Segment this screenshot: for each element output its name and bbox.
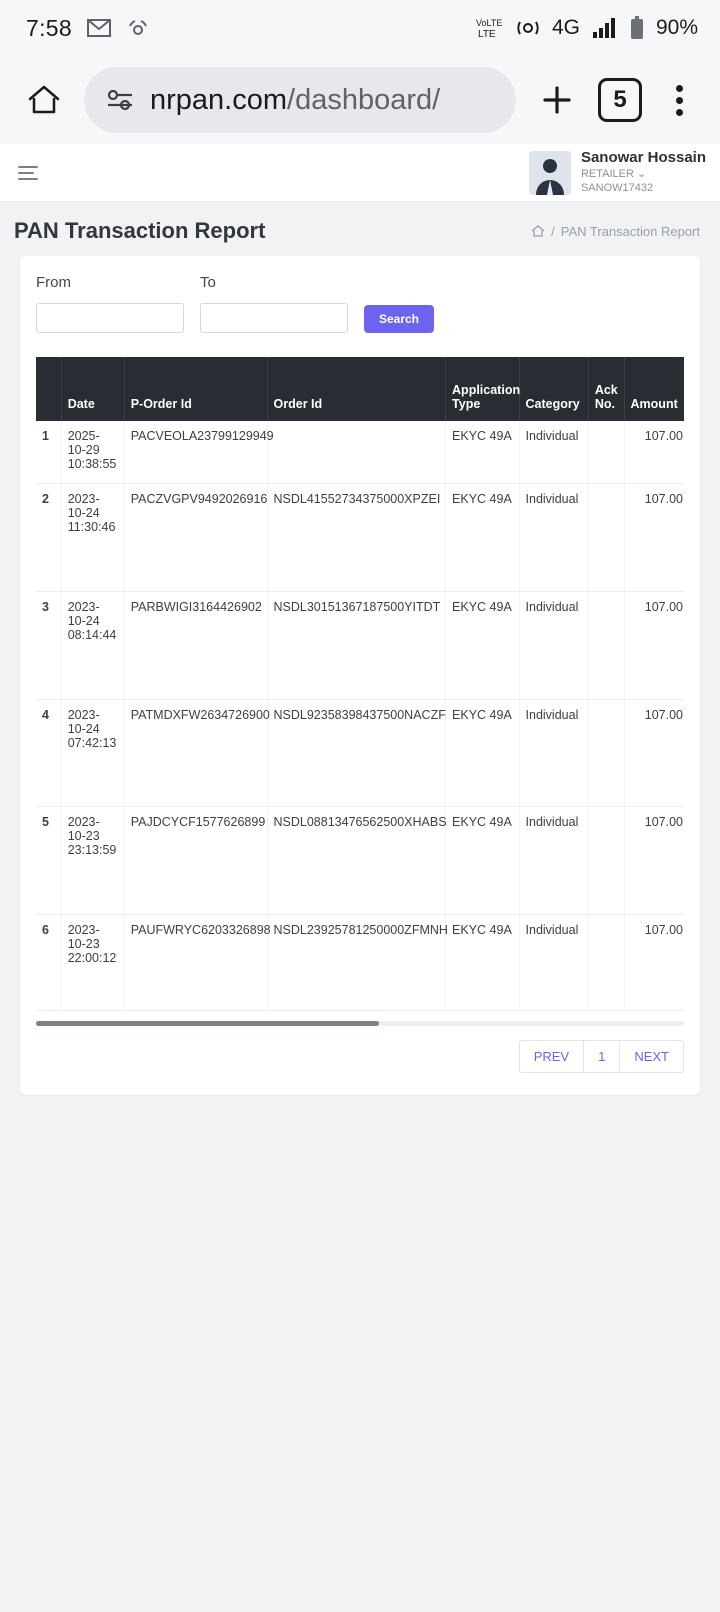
- user-name: Sanowar Hossain: [580, 149, 706, 167]
- cell-index: 1: [36, 421, 61, 483]
- url-bar[interactable]: [84, 67, 516, 133]
- status-bar-left: [26, 15, 150, 42]
- th-category: Category: [519, 357, 588, 421]
- from-date-input[interactable]: [36, 303, 184, 333]
- cell-category: Individual: [519, 699, 588, 806]
- hamburger-line: [18, 172, 34, 174]
- th-date: Date: [61, 357, 124, 421]
- cell-amount: 107.00: [624, 806, 684, 914]
- cell-amount: 107.00: [624, 591, 684, 699]
- cell-index: 3: [36, 591, 61, 699]
- cell-category: Individual: [519, 806, 588, 914]
- cell-category: Individual: [519, 591, 588, 699]
- hamburger-menu-icon[interactable]: [18, 166, 42, 180]
- new-tab-button[interactable]: [530, 73, 584, 127]
- svg-text:VoLTE: VoLTE: [475, 18, 503, 28]
- cell-application-type: EKYC 49A: [446, 591, 520, 699]
- status-bar-right: [476, 16, 698, 40]
- cell-ack-no: [588, 483, 624, 591]
- table-body: [36, 421, 684, 1010]
- menu-dot: [676, 109, 683, 116]
- site-settings-icon[interactable]: [104, 87, 136, 113]
- nfc-icon: [126, 17, 150, 39]
- home-icon[interactable]: [18, 74, 70, 126]
- battery-icon: [630, 16, 644, 40]
- user-meta: [581, 149, 706, 195]
- cell-date: 2023-10-24 07:42:13: [61, 699, 124, 806]
- cell-porder-id: PACZVGPV9492026916: [124, 483, 267, 591]
- cell-order-id: NSDL23925781250000ZFMNH: [267, 914, 446, 1010]
- scrollbar-thumb[interactable]: [36, 1021, 379, 1026]
- transactions-table: [36, 357, 684, 1011]
- table-row[interactable]: [36, 914, 684, 1010]
- cell-index: 2: [36, 483, 61, 591]
- transactions-table-wrapper: [36, 357, 684, 1011]
- table-row[interactable]: [36, 699, 684, 806]
- browser-menu-button[interactable]: [656, 73, 702, 127]
- signal-bars-icon: [592, 17, 618, 39]
- app-header: [0, 144, 720, 202]
- cell-order-id: NSDL92358398437500NACZF: [267, 699, 446, 806]
- url-domain: nrpan.com: [150, 83, 288, 116]
- cell-order-id: NSDL30151367187500YITDT: [267, 591, 446, 699]
- to-label: To: [200, 274, 216, 291]
- cell-application-type: EKYC 49A: [446, 421, 520, 483]
- cell-ack-no: [588, 591, 624, 699]
- hamburger-line: [18, 166, 38, 168]
- pagination: [36, 1040, 684, 1073]
- cell-order-id: NSDL41552734375000XPZEI: [267, 483, 446, 591]
- cell-amount: 107.00: [624, 914, 684, 1010]
- th-order-id: Order Id: [267, 357, 446, 421]
- cell-date: 2023-10-24 11:30:46: [61, 483, 124, 591]
- table-horizontal-scrollbar[interactable]: [36, 1021, 684, 1026]
- battery-percent-label: 90%: [655, 16, 698, 39]
- page-title: PAN Transaction Report: [14, 218, 266, 243]
- cell-amount: 107.00: [624, 699, 684, 806]
- url-path: /dashboard/: [287, 83, 441, 116]
- th-amount: Amount: [624, 357, 684, 421]
- title-row: [0, 202, 720, 256]
- pagination-next[interactable]: NEXT: [620, 1041, 683, 1072]
- cell-application-type: EKYC 49A: [446, 483, 520, 591]
- status-bar: [0, 0, 720, 56]
- cell-order-id: [267, 421, 446, 483]
- wifi-calling-icon: [516, 17, 540, 39]
- cell-porder-id: PATMDXFW2634726900: [124, 699, 267, 806]
- cell-category: Individual: [519, 483, 588, 591]
- cell-order-id: NSDL08813476562500XHABS: [267, 806, 446, 914]
- th-index: [36, 357, 61, 421]
- table-header: [36, 357, 684, 421]
- to-field-group: [200, 274, 348, 333]
- cell-porder-id: PARBWIGI3164426902: [124, 591, 267, 699]
- table-row[interactable]: [36, 483, 684, 591]
- table-row[interactable]: [36, 591, 684, 699]
- network-type-label: 4G: [551, 16, 580, 39]
- filter-bar: [36, 274, 684, 339]
- cell-porder-id: PAUFWRYC6203326898: [124, 914, 267, 1010]
- table-row[interactable]: [36, 806, 684, 914]
- gmail-icon: [86, 18, 112, 38]
- cell-category: Individual: [519, 421, 588, 483]
- cell-date: 2023-10-23 22:00:12: [61, 914, 124, 1010]
- menu-dot: [676, 97, 683, 104]
- cell-date: 2023-10-23 23:13:59: [61, 806, 124, 914]
- cell-porder-id: PAJDCYCF1577626899: [124, 806, 267, 914]
- cell-application-type: EKYC 49A: [446, 914, 520, 1010]
- cell-ack-no: [588, 421, 624, 483]
- cell-amount: 107.00: [624, 421, 684, 483]
- cell-date: 2025-10-29 10:38:55: [61, 421, 124, 483]
- cell-category: Individual: [519, 914, 588, 1010]
- cell-porder-id: PACVEOLA23799129949: [124, 421, 267, 483]
- volte-icon: [476, 16, 504, 40]
- pager: [519, 1040, 684, 1073]
- svg-text:LTE: LTE: [477, 29, 496, 40]
- table-row[interactable]: [36, 421, 684, 483]
- th-application-type: Application Type: [446, 357, 520, 421]
- home-breadcrumb-icon[interactable]: [531, 224, 545, 238]
- th-ack-no: Ack No.: [588, 357, 624, 421]
- avatar: [529, 151, 571, 195]
- page-content: [0, 144, 720, 1612]
- user-role: RETAILER ⌄: [580, 168, 647, 181]
- cell-ack-no: [588, 806, 624, 914]
- cell-amount: 107.00: [624, 483, 684, 591]
- pagination-page-1[interactable]: 1: [584, 1041, 620, 1072]
- user-profile[interactable]: [529, 149, 706, 195]
- cell-date: 2023-10-24 08:14:44: [61, 591, 124, 699]
- from-field-group: [36, 274, 184, 333]
- pagination-prev[interactable]: PREV: [520, 1041, 584, 1072]
- hamburger-line: [18, 178, 38, 180]
- clock: 7:58: [26, 14, 72, 41]
- breadcrumb-current: PAN Transaction Report: [560, 223, 700, 239]
- cell-application-type: EKYC 49A: [446, 699, 520, 806]
- cell-index: 6: [36, 914, 61, 1010]
- to-date-input[interactable]: [200, 303, 348, 333]
- menu-dot: [676, 85, 683, 92]
- cell-ack-no: [588, 699, 624, 806]
- browser-toolbar: [0, 56, 720, 144]
- cell-index: 5: [36, 806, 61, 914]
- breadcrumb-separator: /: [551, 223, 555, 239]
- cell-index: 4: [36, 699, 61, 806]
- report-card: [20, 256, 700, 1095]
- tab-switcher-button[interactable]: 5: [598, 78, 642, 122]
- th-porder-id: P-Order Id: [124, 357, 267, 421]
- cell-ack-no: [588, 914, 624, 1010]
- user-id: SANOW17432: [580, 181, 654, 194]
- from-label: From: [36, 274, 71, 291]
- url-text: [150, 84, 440, 117]
- search-button[interactable]: Search: [364, 305, 434, 333]
- breadcrumb: [531, 224, 700, 239]
- table-header-row: [36, 357, 684, 421]
- cell-application-type: EKYC 49A: [446, 806, 520, 914]
